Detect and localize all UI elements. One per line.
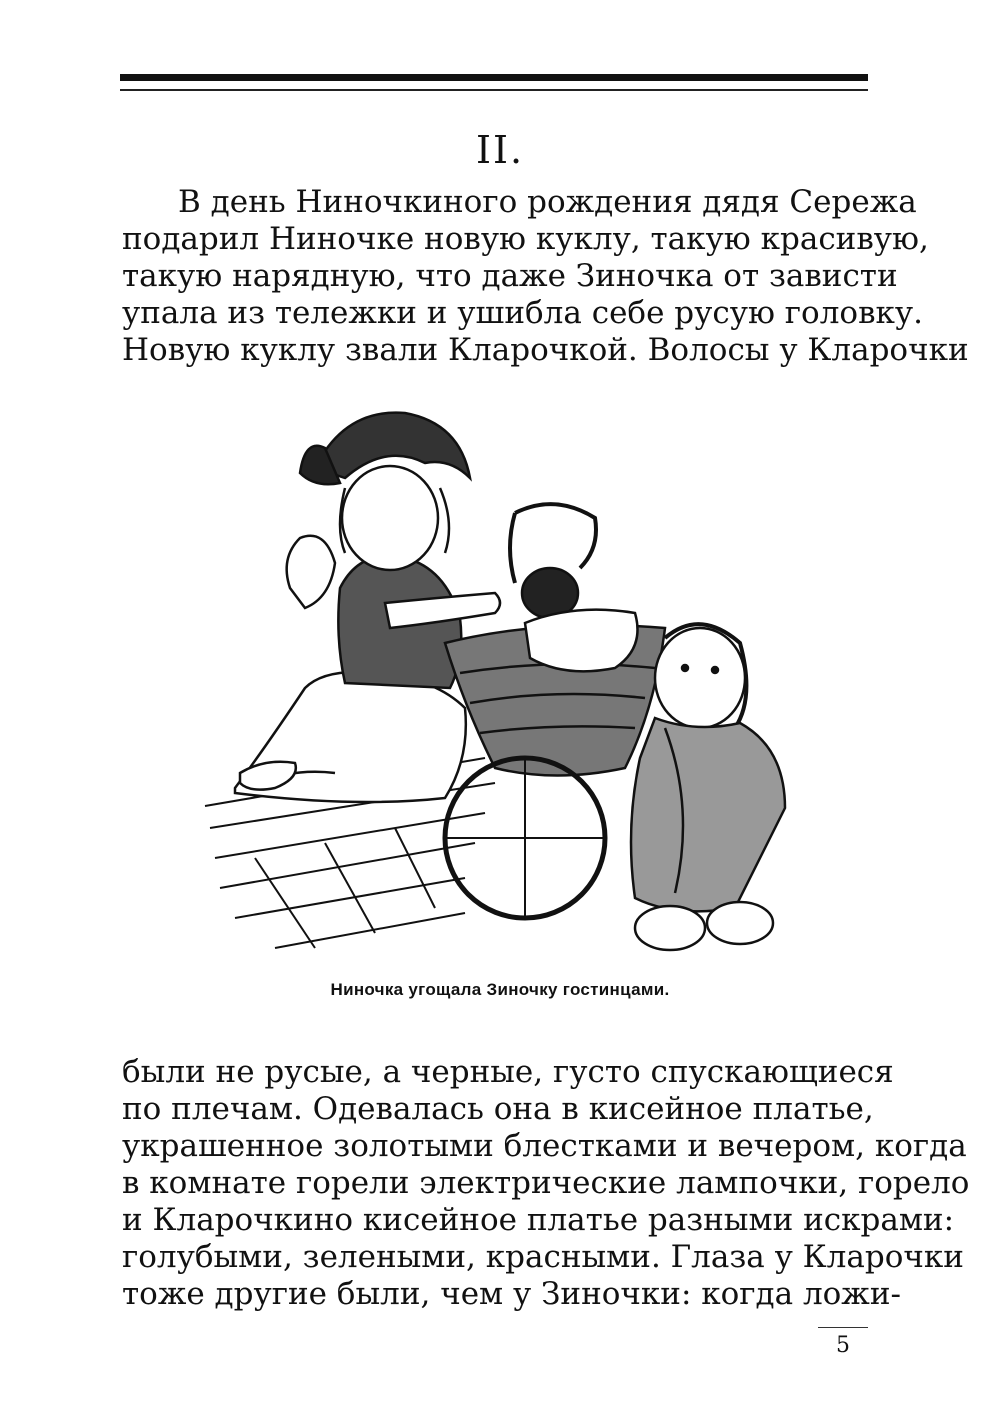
text-line: по плечам. Одевалась она в кисейное платье, bbox=[122, 1091, 874, 1127]
header-rule-thick bbox=[120, 74, 868, 81]
chapter-number: II. bbox=[475, 128, 525, 172]
paragraph-top bbox=[122, 184, 969, 369]
text-line: упала из тележки и ушибла себе русую головку. bbox=[122, 295, 923, 331]
text-line: были не русые, а черные, густо спускающиеся bbox=[122, 1054, 894, 1090]
text-line: голубыми, зелеными, красными. Глаза у Кларочки bbox=[122, 1239, 964, 1275]
text-line: такую нарядную, что даже Зиночка от зависти bbox=[122, 258, 898, 294]
text-line: в комнате горели электрические лампочки, горело bbox=[122, 1165, 970, 1201]
girl-figure bbox=[235, 413, 500, 802]
text-line: тоже другие были, чем у Зиночки: когда ложи- bbox=[122, 1276, 901, 1312]
page-number-rule bbox=[818, 1327, 868, 1328]
text-line: и Кларочкино кисейное платье разными искрами: bbox=[122, 1202, 955, 1238]
page-number: 5 bbox=[836, 1333, 850, 1358]
illustration-girl-with-dolls bbox=[195, 388, 805, 958]
illustration-caption: Ниночка угощала Зиночку гостинцами. bbox=[330, 980, 670, 999]
paragraph-bottom bbox=[122, 1054, 970, 1313]
header-rule-thin bbox=[120, 89, 868, 91]
text-line: В день Ниночкиного рождения дядя Сережа bbox=[178, 184, 917, 220]
text-line: Новую куклу звали Кларочкой. Волосы у Кларочки bbox=[122, 332, 969, 368]
rag-doll bbox=[631, 624, 785, 950]
text-line: украшенное золотыми блестками и вечером, когда bbox=[122, 1128, 967, 1164]
text-line: подарил Ниночке новую куклу, такую красивую, bbox=[122, 221, 929, 257]
